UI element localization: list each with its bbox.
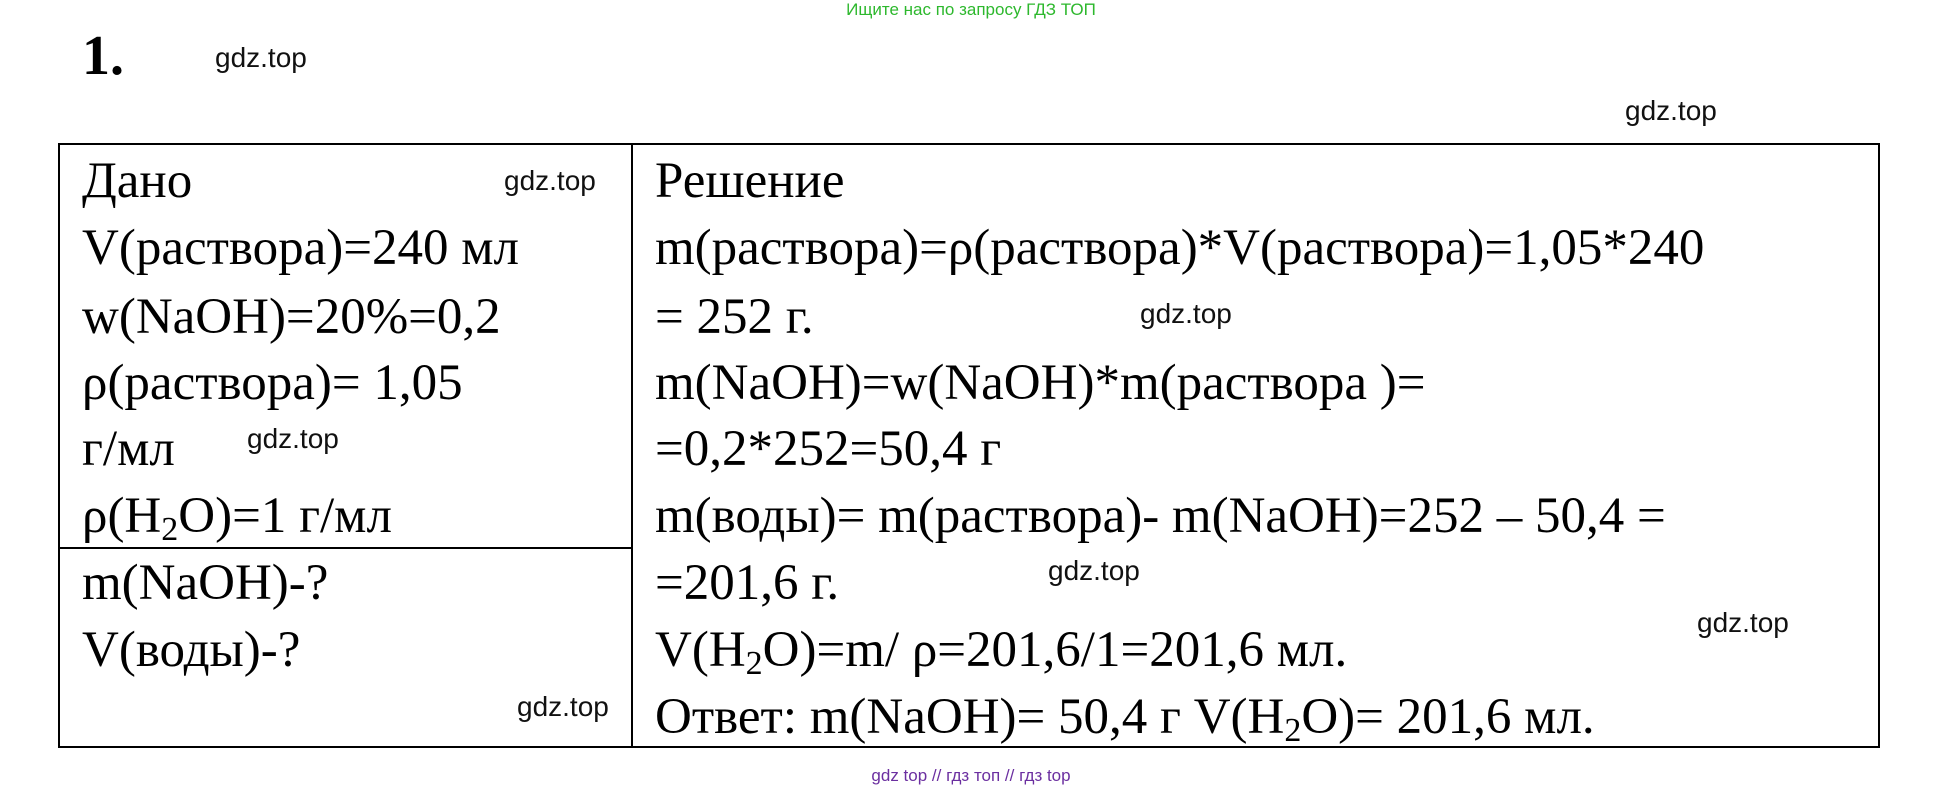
find-line: m(NaOH)-? [82,555,329,611]
task-number: 1. [82,25,124,87]
watermark: gdz.top [1625,95,1717,126]
row-divider [58,547,632,549]
watermark: gdz.top [1140,298,1232,329]
solution-heading: Решение [655,153,845,209]
given-line: V(раствора)=240 мл [82,220,519,276]
solution-line: m(воды)= m(раствора)- m(NaOH)=252 – 50,4 = [655,488,1666,544]
column-divider [631,143,633,748]
watermark: gdz.top [1697,607,1789,638]
top-banner: Ищите нас по запросу ГДЗ ТОП [846,0,1096,19]
solution-line: =201,6 г. [655,555,840,611]
given-heading: Дано [82,153,193,209]
solution-answer: Ответ: m(NaOH)= 50,4 г $V(H_2O)= 201,6$ мл. [655,689,1595,749]
solution-line: m(раствора)=ρ(раствора)*V(раствора)=1,05*240 [655,220,1705,276]
given-line: w(NaOH)=20%=0,2 [82,289,501,345]
solution-line: = 252 г. [655,289,814,345]
solution-line: =0,2*252=50,4 г [655,421,1002,477]
solution-line: m(NaOH)=w(NaOH)*m(раствора )= [655,355,1426,411]
given-rho-water: $\rho(H_2O)=1$ г/мл [82,488,392,548]
given-line: ρ(раствора)= 1,05 [82,355,463,411]
find-line: V(воды)-? [82,622,301,678]
given-line: г/мл [82,421,175,477]
watermark: gdz.top [504,165,596,196]
watermark: gdz.top [215,42,307,73]
watermark: gdz.top [1048,555,1140,586]
solution-v-water: $V(H_2O)=m/$ ρ=201,6/1=201,6 мл. [655,622,1348,682]
watermark: gdz.top [247,423,339,454]
bottom-footer: gdz top // гдз топ // гдз top [871,766,1071,785]
watermark: gdz.top [517,691,609,722]
